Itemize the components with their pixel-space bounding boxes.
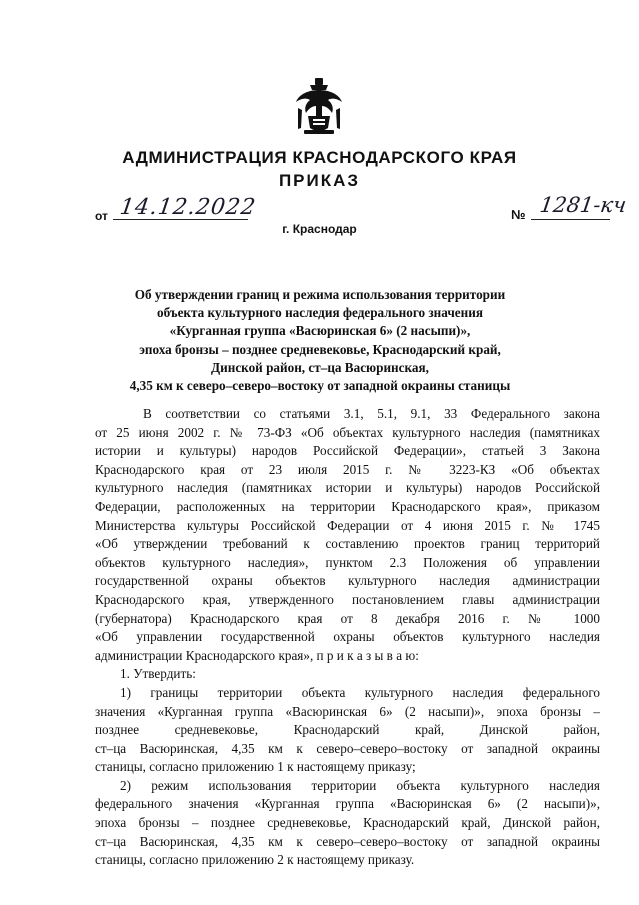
body-line: истории и культуры) народов Российской Федерации», статьей 3 Закона (95, 443, 600, 459)
order-subject (100, 286, 540, 395)
body-line: станицы, согласно приложению 1 к настоящему приказу; (95, 759, 416, 775)
body-line: объектов культурного наследия», пунктом 2.3 Положения об управлении (95, 554, 600, 570)
body-line: Краснодарского края, утвержденного постановлением главы администрации (95, 591, 600, 607)
document-type-title: ПРИКАЗ (278, 171, 361, 190)
date-prefix: от (95, 209, 108, 223)
body-line: станицы, согласно приложению 2 к настоящему приказу. (95, 852, 415, 868)
organization-title: АДМИНИСТРАЦИЯ КРАСНОДАРСКОГО КРАЯ (122, 148, 517, 167)
body-line: позднее средневековье, Краснодарский край, Динской район, (95, 722, 600, 738)
body-line: 2) режим использования территории объекта культурного наследия (120, 777, 600, 793)
body-line: 1. Утвердить: (120, 666, 196, 682)
handwritten-date: 14.12.2022 (118, 195, 258, 220)
body-line: ст–ца Васюринская, 4,35 км к северо–северо–востоку от западной окраины (95, 833, 600, 849)
subject-line: «Курганная группа «Васюринская 6» (2 насыпи)», (169, 323, 471, 339)
body-line: эпоха бронзы – позднее средневековье, Краснодарский край, Динской район, (95, 815, 600, 831)
city-label: г. Краснодар (282, 222, 357, 236)
subject-line: Об утверждении границ и режима использования территории (134, 287, 506, 302)
subject-line: Динской район, ст–ца Васюринская, (211, 359, 429, 375)
body-line: «Об утверждении требований к составлению проектов границ территорий (95, 536, 600, 552)
body-line: Краснодарского края от 23 июля 2015 г. № 3223-КЗ «Об объектах (95, 461, 600, 477)
body-line: от 25 июня 2002 г. № 73-ФЗ «Об объектах культурного наследия (памятниках (95, 424, 600, 440)
body-line: В соответствии со статьями 3.1, 5.1, 9.1, 33 Федерального закона (143, 406, 600, 421)
subject-line: объекта культурного наследия федерального значения (157, 305, 483, 321)
body-line: ст–ца Васюринская, 4,35 км к северо–северо–востоку от западной окраины (95, 740, 600, 756)
body-line: Министерства культуры Российской Федерации от 4 июня 2015 г. № 1745 (95, 517, 600, 533)
body-line: государственной охраны объектов культурного наследия администрации (95, 573, 600, 589)
body-line: 1) границы территории объекта культурного наследия федерального (120, 684, 600, 700)
body-line: значения «Курганная группа «Васюринская 6» (2 насыпи)», эпоха бронзы – (95, 703, 600, 719)
body-line: администрации Краснодарского края», п р и к а з ы в а ю: (95, 647, 419, 663)
order-body (95, 405, 600, 870)
subject-line: эпоха бронзы – позднее средневековье, Краснодарский край, (139, 341, 501, 357)
handwritten-number: 1281-кч (538, 193, 628, 217)
body-line: федерального значения «Курганная группа «Васюринская 6» (2 насыпи)», (95, 796, 600, 812)
body-line: (губернатора) Краснодарского края от 8 декабря 2016 г. № 1000 (95, 610, 600, 626)
number-underline (531, 219, 610, 220)
coat-of-arms-emblem (294, 78, 344, 136)
subject-line: 4,35 км к северо–северо–востоку от западной окраины станицы (129, 378, 511, 394)
number-prefix: № (511, 207, 526, 222)
body-line: культурного наследия (памятниках истории и культуры) народов Российской (95, 480, 600, 496)
body-line: Федерации, расположенных на территории Краснодарского края», приказом (95, 498, 600, 514)
body-line: «Об управлении государственной охраны объектов культурного наследия (95, 629, 600, 645)
